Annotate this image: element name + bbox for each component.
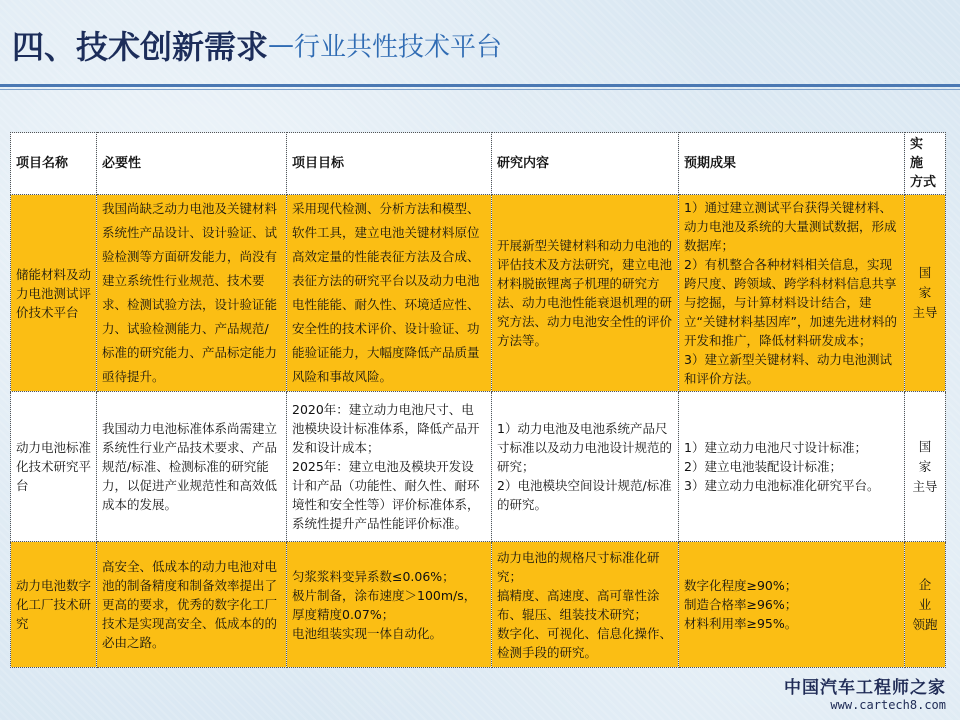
cell-necessity: 高安全、低成本的动力电池对电池的制备精度和制备效率提出了更高的要求，优秀的数字化工厂技术是实现高安全、低成本的的必由之路。 (97, 542, 287, 668)
cell-result: 数字化程度≥90%； 制造合格率≥96%； 材料利用率≥95%。 (679, 542, 905, 668)
cell-goal: 匀浆浆料变异系数≤0.06%； 极片制备，涂布速度＞100m/s，厚度精度0.07%； 电池组装实现一体自动化。 (287, 542, 492, 668)
title-dash: — (268, 30, 295, 60)
header-name: 项目名称 (11, 133, 97, 195)
header-method-line1: 实 施 (910, 137, 937, 171)
cell-necessity: 我国动力电池标准体系尚需建立系统性行业产品技术要求、产品规范/标准、检测标准的研究能力，以促进产业规范性和高效低成本的发展。 (97, 392, 287, 542)
title-underline-thin (0, 89, 960, 90)
cell-content: 开展新型关键材料和动力电池的评估技术及方法研究，建立电池材料脱嵌锂离子机理的研究方法、动力电池性能衰退机理的研究方法、动力电池安全性的评价方法等。 (492, 195, 679, 392)
table-row (11, 392, 946, 542)
watermark-name: 中国汽车工程师之家 (784, 678, 946, 698)
table-header-row (11, 133, 946, 195)
slide-title (12, 22, 502, 72)
header-method (905, 133, 946, 195)
requirements-table (10, 132, 946, 668)
cell-method-line1: 国 家 (918, 265, 944, 300)
cell-content: 1）动力电池及电池系统产品尺寸标准以及动力电池设计规范的研究； 2）电池模块空间设计规范/标准的研究。 (492, 392, 679, 542)
header-method-line2: 方式 (910, 175, 937, 190)
table-row (11, 195, 946, 392)
cell-result: 1）通过建立测试平台获得关键材料、动力电池及系统的大量测试数据，形成数据库； 2）有机整合各种材料相关信息，实现跨尺度、跨领域、跨学科材料信息共享与挖掘，与计算材料设计结合，建立“关键材料基因库”，加速先进材料的开发和推广，降低材料研发成本； 3）建立新型关键材料、动力电池测试和评价方法。 (679, 195, 905, 392)
watermark-url: www.cartech8.com (830, 698, 946, 712)
cell-method-line2: 主导 (912, 305, 938, 320)
cell-method-line2: 领跑 (912, 616, 938, 632)
header-goal: 项目目标 (287, 133, 492, 195)
cell-method (905, 542, 946, 668)
cell-method-line1: 国 家 (918, 438, 944, 474)
title-main: 四、技术创新需求 (12, 28, 269, 66)
header-content: 研究内容 (492, 133, 679, 195)
cell-goal: 2020年：建立动力电池尺寸、电池模块设计标准体系，降低产品开发和设计成本； 2025年：建立电池及模块开发设计和产品（功能性、耐久性、耐环境性和安全性等）评价标准体系，系统性提升产品性能评价标准。 (287, 392, 492, 542)
cell-method (905, 195, 946, 392)
title-underline (0, 84, 960, 87)
cell-name: 动力电池标准化技术研究平台 (11, 392, 97, 542)
header-result: 预期成果 (679, 133, 905, 195)
cell-name: 动力电池数字化工厂技术研究 (11, 542, 97, 668)
cell-method-line2: 主导 (912, 478, 938, 494)
cell-goal: 采用现代检测、分析方法和模型、软件工具，建立电池关键材料原位高效定量的性能表征方法及合成、表征方法的研究平台以及动力电池电性能能、耐久性、环境适应性、安全性的技术评价、设计验证、功能验证能力，大幅度降低产品质量风险和事故风险。 (287, 195, 492, 392)
header-necessity: 必要性 (97, 133, 287, 195)
cell-content: 动力电池的规格尺寸标准化研究； 搞精度、高速度、高可靠性涂布、辊压、组装技术研究； 数字化、可视化、信息化操作、检测手段的研究。 (492, 542, 679, 668)
cell-name: 储能材料及动力电池测试评价技术平台 (11, 195, 97, 392)
cell-method (905, 392, 946, 542)
watermark (784, 673, 946, 712)
cell-result: 1）建立动力电池尺寸设计标准； 2）建立电池装配设计标准； 3）建立动力电池标准化研究平台。 (679, 392, 905, 542)
cell-method-line1: 企 业 (918, 576, 944, 612)
table-row (11, 542, 946, 668)
cell-necessity: 我国尚缺乏动力电池及关键材料系统性产品设计、设计验证、试验检测等方面研发能力，尚没有建立系统性行业规范、技术要求、检测试验方法，设计验证能力、试验检测能力、产品规范/标准的研究能力、产品标定能力亟待提升。 (97, 195, 287, 392)
title-sub: 行业共性技术平台 (294, 32, 503, 63)
